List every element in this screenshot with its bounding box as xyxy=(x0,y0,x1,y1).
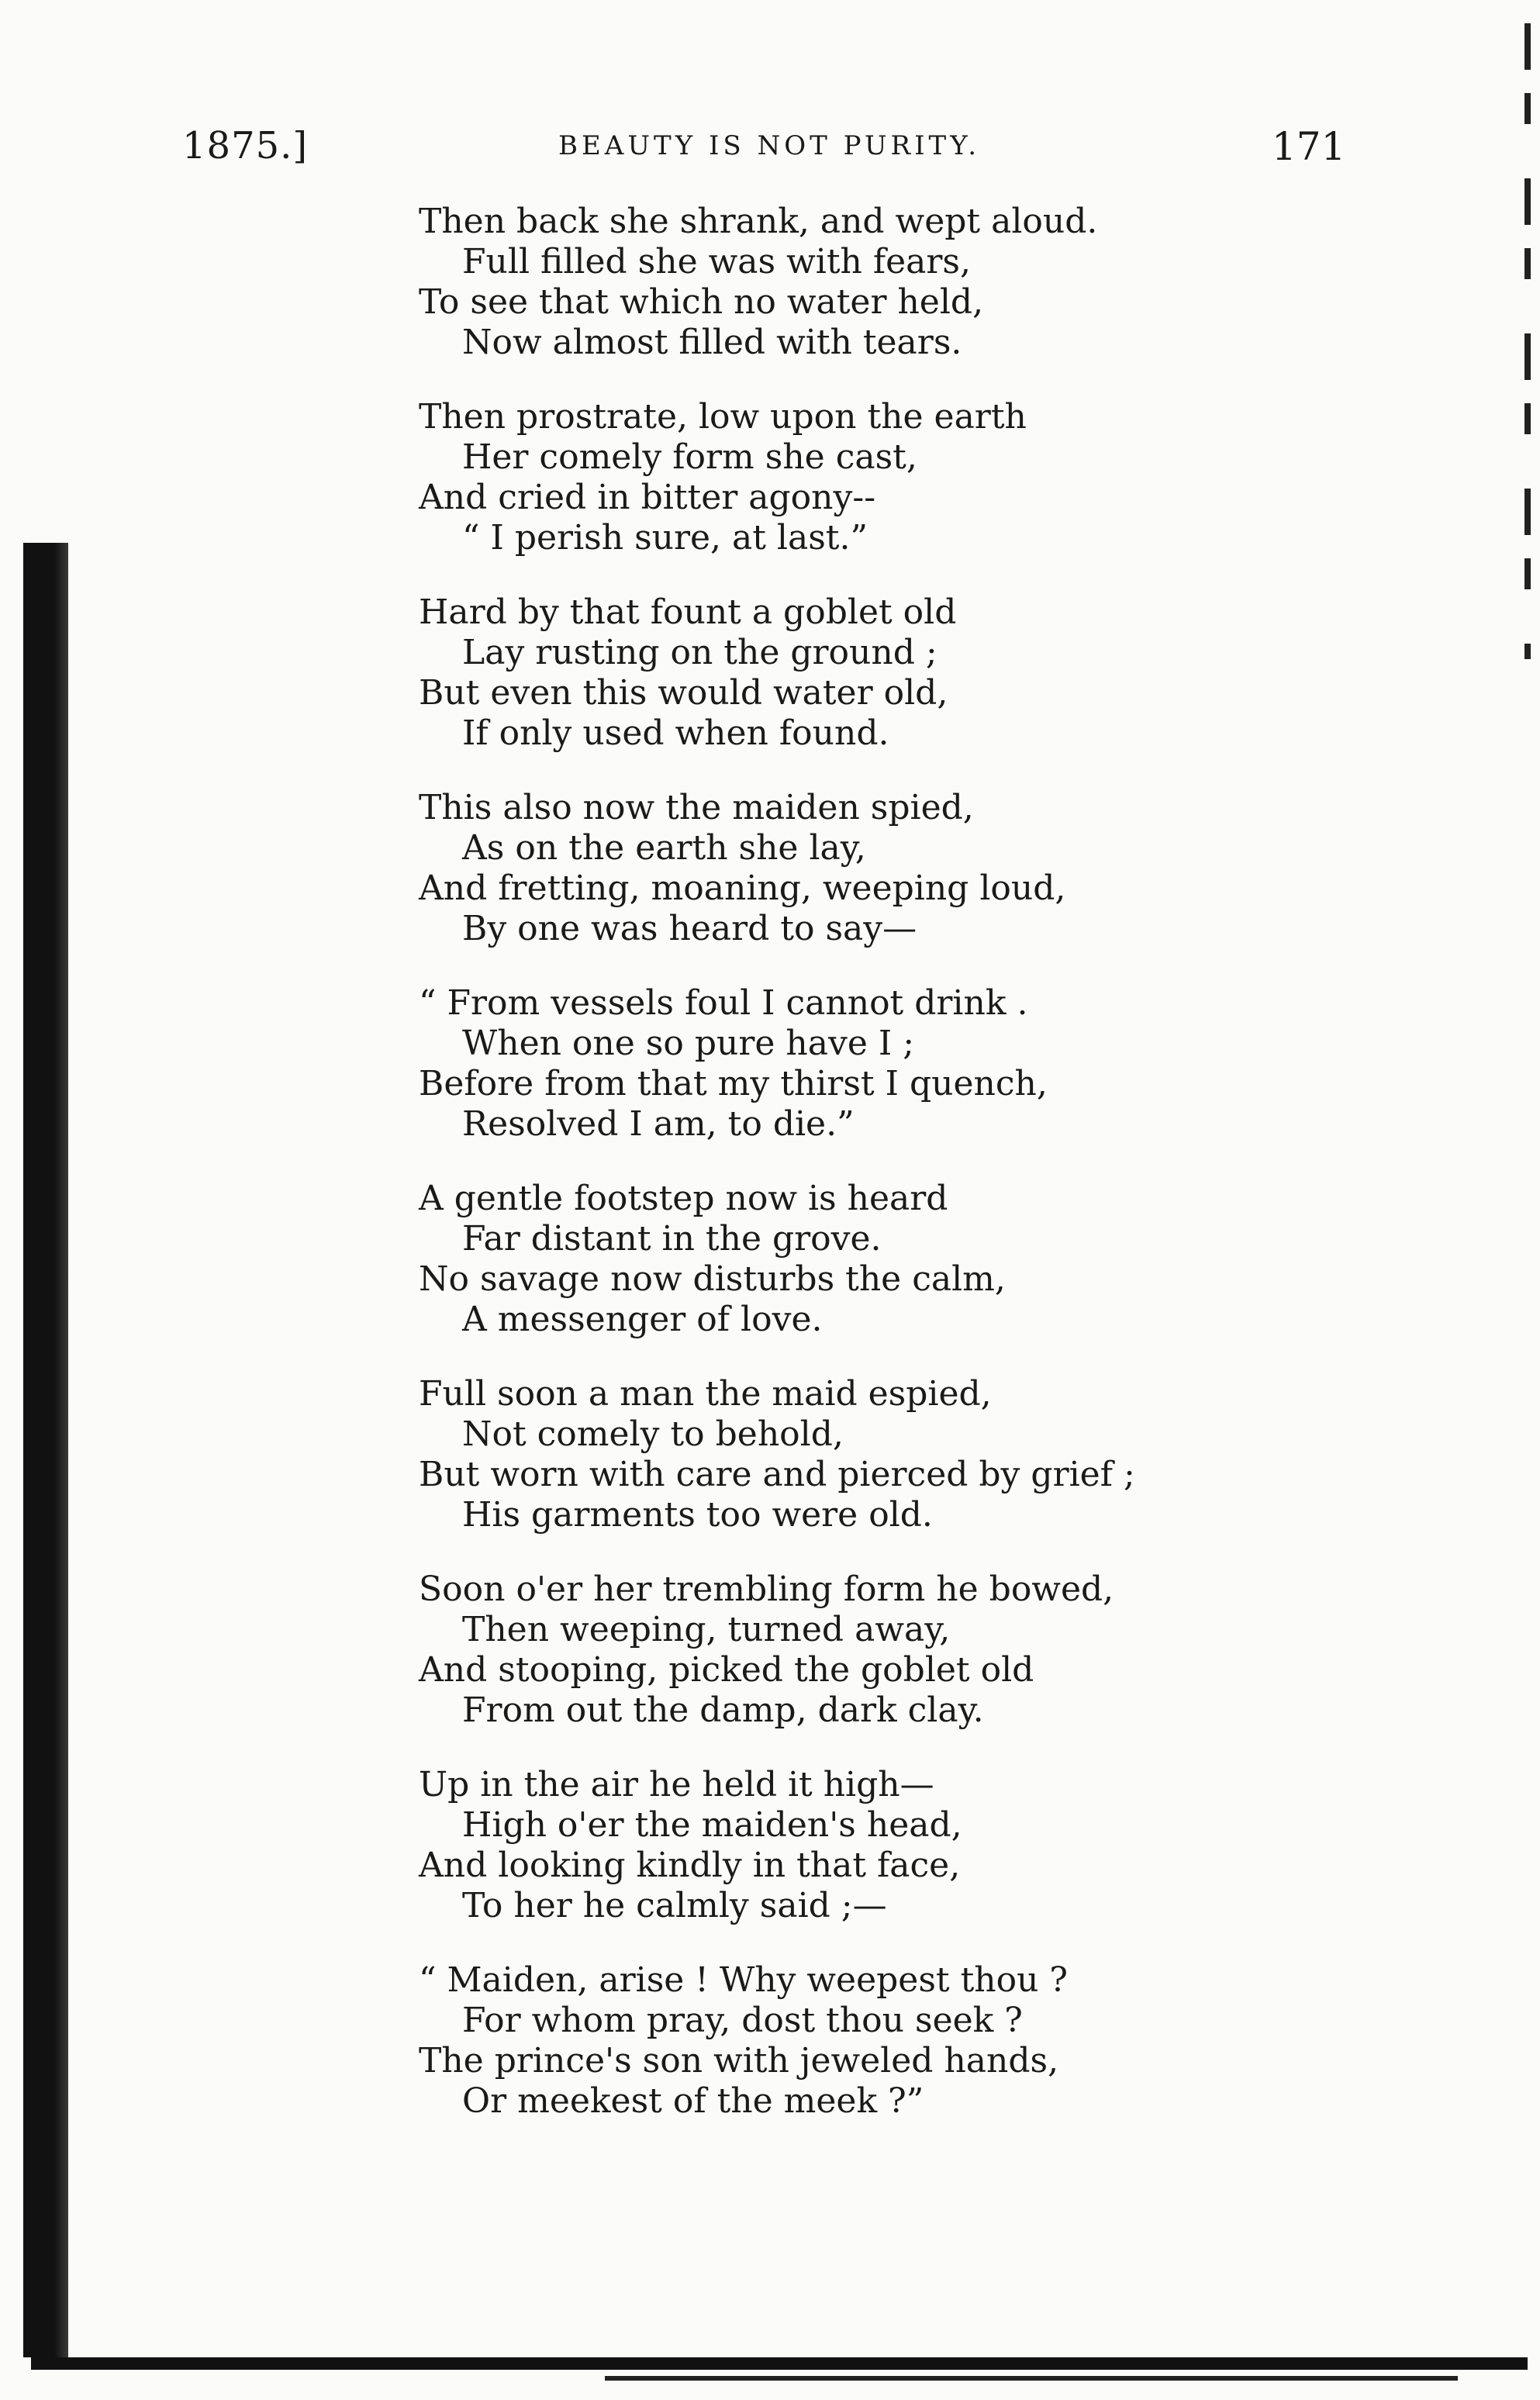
running-head-year: 1875.] xyxy=(182,124,309,167)
poem-line: And looking kindly in that face, xyxy=(419,1846,961,1885)
running-head xyxy=(0,124,1540,178)
poem-line: Then weeping, turned away, xyxy=(462,1610,951,1649)
poem-line: For whom pray, dost thou seek ? xyxy=(462,2001,1023,2040)
page-number: 171 xyxy=(1272,124,1346,169)
poem-line: A messenger of love. xyxy=(462,1300,823,1339)
poem-line: This also now the maiden spied, xyxy=(419,788,974,827)
poem-line: But worn with care and pierced by grief ; xyxy=(419,1455,1135,1494)
poem-line: Now almost filled with tears. xyxy=(462,323,962,362)
poem-line: Resolved I am, to die.” xyxy=(462,1104,855,1144)
page-gutter-mark xyxy=(28,558,34,682)
poem-line: “ From vessels foul I cannot drink . xyxy=(419,983,1028,1023)
poem-line: High o'er the maiden's head, xyxy=(462,1805,962,1845)
poem-line: Then prostrate, low upon the earth xyxy=(419,397,1027,437)
poem-line: When one so pure have I ; xyxy=(462,1024,915,1063)
poem-line: Up in the air he held it high— xyxy=(419,1765,934,1804)
poem-line: Lay rusting on the ground ; xyxy=(462,633,937,672)
stanza xyxy=(419,202,1194,363)
bottom-scan-edge xyxy=(31,2357,1528,2370)
stanza xyxy=(419,397,1194,558)
poem-line: And fretting, moaning, weeping loud, xyxy=(419,868,1066,908)
poem-line: If only used when found. xyxy=(462,713,889,753)
bottom-scan-edge-thin xyxy=(605,2376,1458,2381)
poem-line: “ I perish sure, at last.” xyxy=(462,518,868,558)
stanza xyxy=(419,983,1194,1145)
poem-line: Or meekest of the meek ?” xyxy=(462,2081,924,2121)
poem-line: Soon o'er her trembling form he bowed, xyxy=(419,1569,1114,1609)
poem-body xyxy=(419,202,1194,2156)
poem-line: Full soon a man the maid espied, xyxy=(419,1374,992,1414)
poem-line: Full filled she was with fears, xyxy=(462,242,971,281)
poem-line: Then back she shrank, and wept aloud. xyxy=(419,202,1098,241)
poem-line: Before from that my thirst I quench, xyxy=(419,1064,1048,1103)
stanza xyxy=(419,1179,1194,1340)
poem-line: No savage now disturbs the calm, xyxy=(419,1259,1006,1299)
poem-line: The prince's son with jeweled hands, xyxy=(419,2041,1059,2081)
poem-line: And cried in bitter agony-- xyxy=(419,478,876,517)
poem-line: To see that which no water held, xyxy=(419,282,984,322)
poem-line: But even this would water old, xyxy=(419,673,948,713)
poem-line: Her comely form she cast, xyxy=(462,437,917,477)
poem-line: A gentle footstep now is heard xyxy=(419,1179,948,1218)
poem-line: And stooping, picked the goblet old xyxy=(419,1650,1034,1690)
stanza xyxy=(419,1765,1194,1926)
stanza xyxy=(419,1569,1194,1731)
stanza xyxy=(419,1374,1194,1535)
poem-line: To her he calmly said ;— xyxy=(462,1886,887,1925)
poem-line: By one was heard to say— xyxy=(462,909,917,948)
poem-line: “ Maiden, arise ! Why weepest thou ? xyxy=(419,1960,1068,2000)
running-head-title: BEAUTY IS NOT PURITY. xyxy=(558,130,981,161)
poem-line: His garments too were old. xyxy=(462,1495,933,1535)
poem-line: As on the earth she lay, xyxy=(462,828,866,868)
stanza xyxy=(419,592,1194,754)
page-gutter-shadow xyxy=(23,543,68,2357)
stanza xyxy=(419,788,1194,949)
page-edge-marks xyxy=(1524,23,1531,659)
poem-line: Hard by that fount a goblet old xyxy=(419,592,957,632)
stanza xyxy=(419,1960,1194,2122)
poem-line: Far distant in the grove. xyxy=(462,1219,882,1259)
poem-line: From out the damp, dark clay. xyxy=(462,1690,984,1730)
poem-line: Not comely to behold, xyxy=(462,1414,844,1454)
